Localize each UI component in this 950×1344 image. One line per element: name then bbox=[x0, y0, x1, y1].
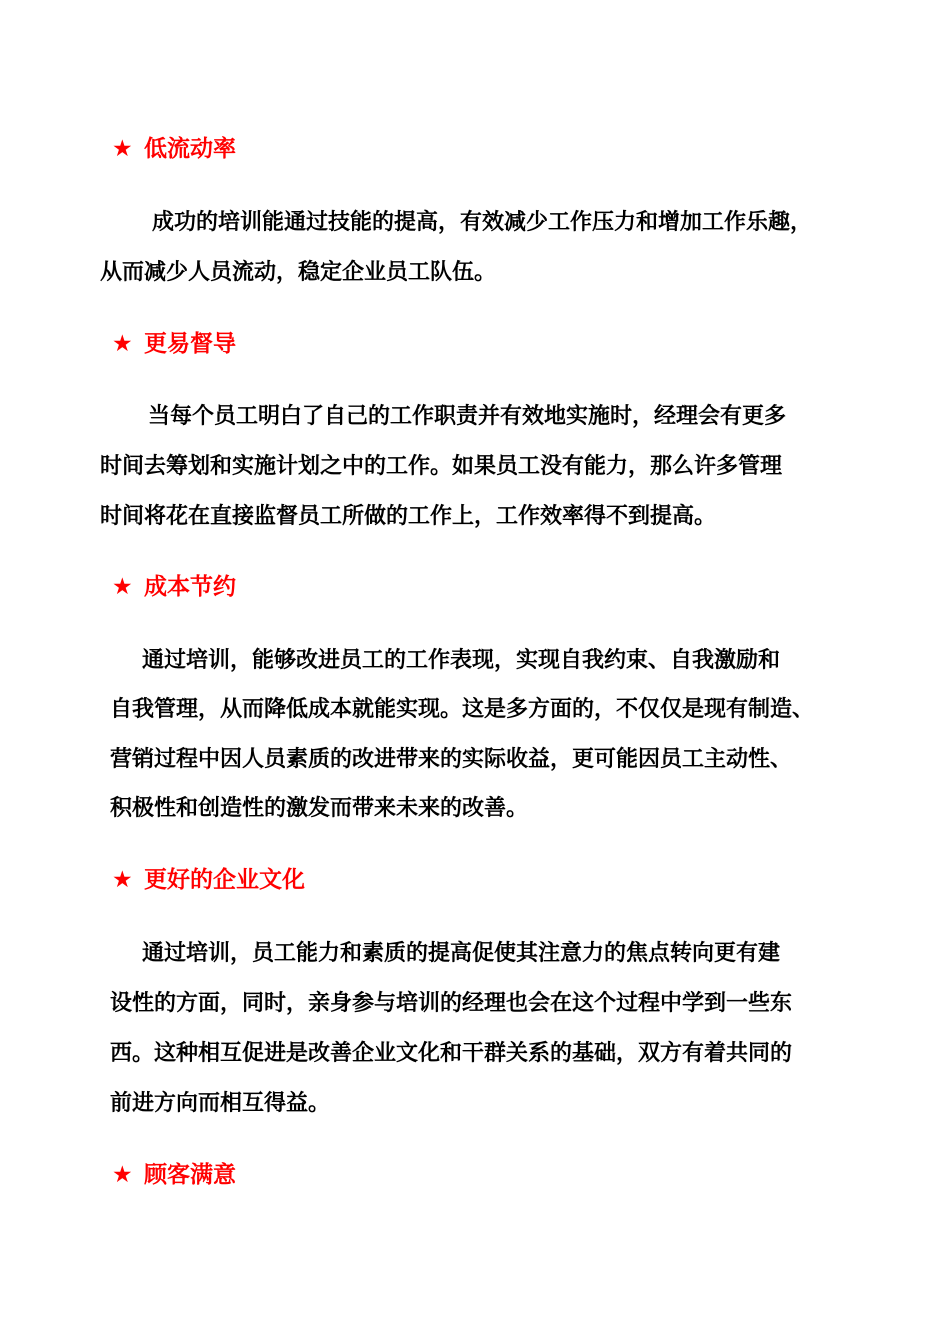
paragraph-line: 营销过程中因人员素质的改进带来的实际收益，更可能因员工主动性、 bbox=[110, 747, 793, 772]
paragraph-line: 从而减少人员流动，稳定企业员工队伍。 bbox=[100, 260, 497, 285]
paragraph-line: 通过培训，员工能力和素质的提高促使其注意力的焦点转向更有建 bbox=[142, 941, 781, 966]
star-icon: ★ bbox=[112, 331, 133, 357]
paragraph-line: 时间将花在直接监督员工所做的工作上，工作效率得不到提高。 bbox=[100, 504, 717, 529]
paragraph-line: 西。这种相互促进是改善企业文化和干群关系的基础，双方有着共同的 bbox=[110, 1041, 793, 1066]
star-icon: ★ bbox=[112, 136, 133, 162]
section-title: 低流动率 bbox=[144, 136, 236, 162]
section-heading-easier-supervision bbox=[112, 329, 236, 359]
star-icon: ★ bbox=[112, 1162, 133, 1188]
paragraph-line: 设性的方面，同时，亲身参与培训的经理也会在这个过程中学到一些东 bbox=[110, 991, 793, 1016]
paragraph-line: 时间去筹划和实施计划之中的工作。如果员工没有能力，那么许多管理 bbox=[100, 454, 783, 479]
section-title: 更好的企业文化 bbox=[144, 867, 305, 893]
section-title: 顾客满意 bbox=[144, 1162, 236, 1188]
star-icon: ★ bbox=[112, 867, 133, 893]
section-title: 更易督导 bbox=[144, 331, 236, 357]
star-icon: ★ bbox=[112, 574, 133, 600]
paragraph-line: 积极性和创造性的激发而带来未来的改善。 bbox=[110, 796, 529, 821]
section-heading-customer-satisfaction bbox=[112, 1160, 236, 1190]
paragraph-line: 当每个员工明白了自己的工作职责并有效地实施时，经理会有更多 bbox=[148, 404, 787, 429]
paragraph-line: 前进方向而相互得益。 bbox=[110, 1091, 331, 1116]
paragraph-line: 通过培训，能够改进员工的工作表现，实现自我约束、自我激励和 bbox=[142, 648, 781, 673]
section-heading-cost-saving bbox=[112, 572, 236, 602]
section-heading-better-culture bbox=[112, 865, 305, 895]
section-title: 成本节约 bbox=[144, 574, 236, 600]
paragraph-line: 自我管理，从而降低成本就能实现。这是多方面的，不仅仅是现有制造、 bbox=[110, 697, 815, 722]
section-heading-low-turnover bbox=[112, 134, 236, 164]
paragraph-line: 成功的培训能通过技能的提高，有效减少工作压力和增加工作乐趣， bbox=[152, 210, 813, 235]
